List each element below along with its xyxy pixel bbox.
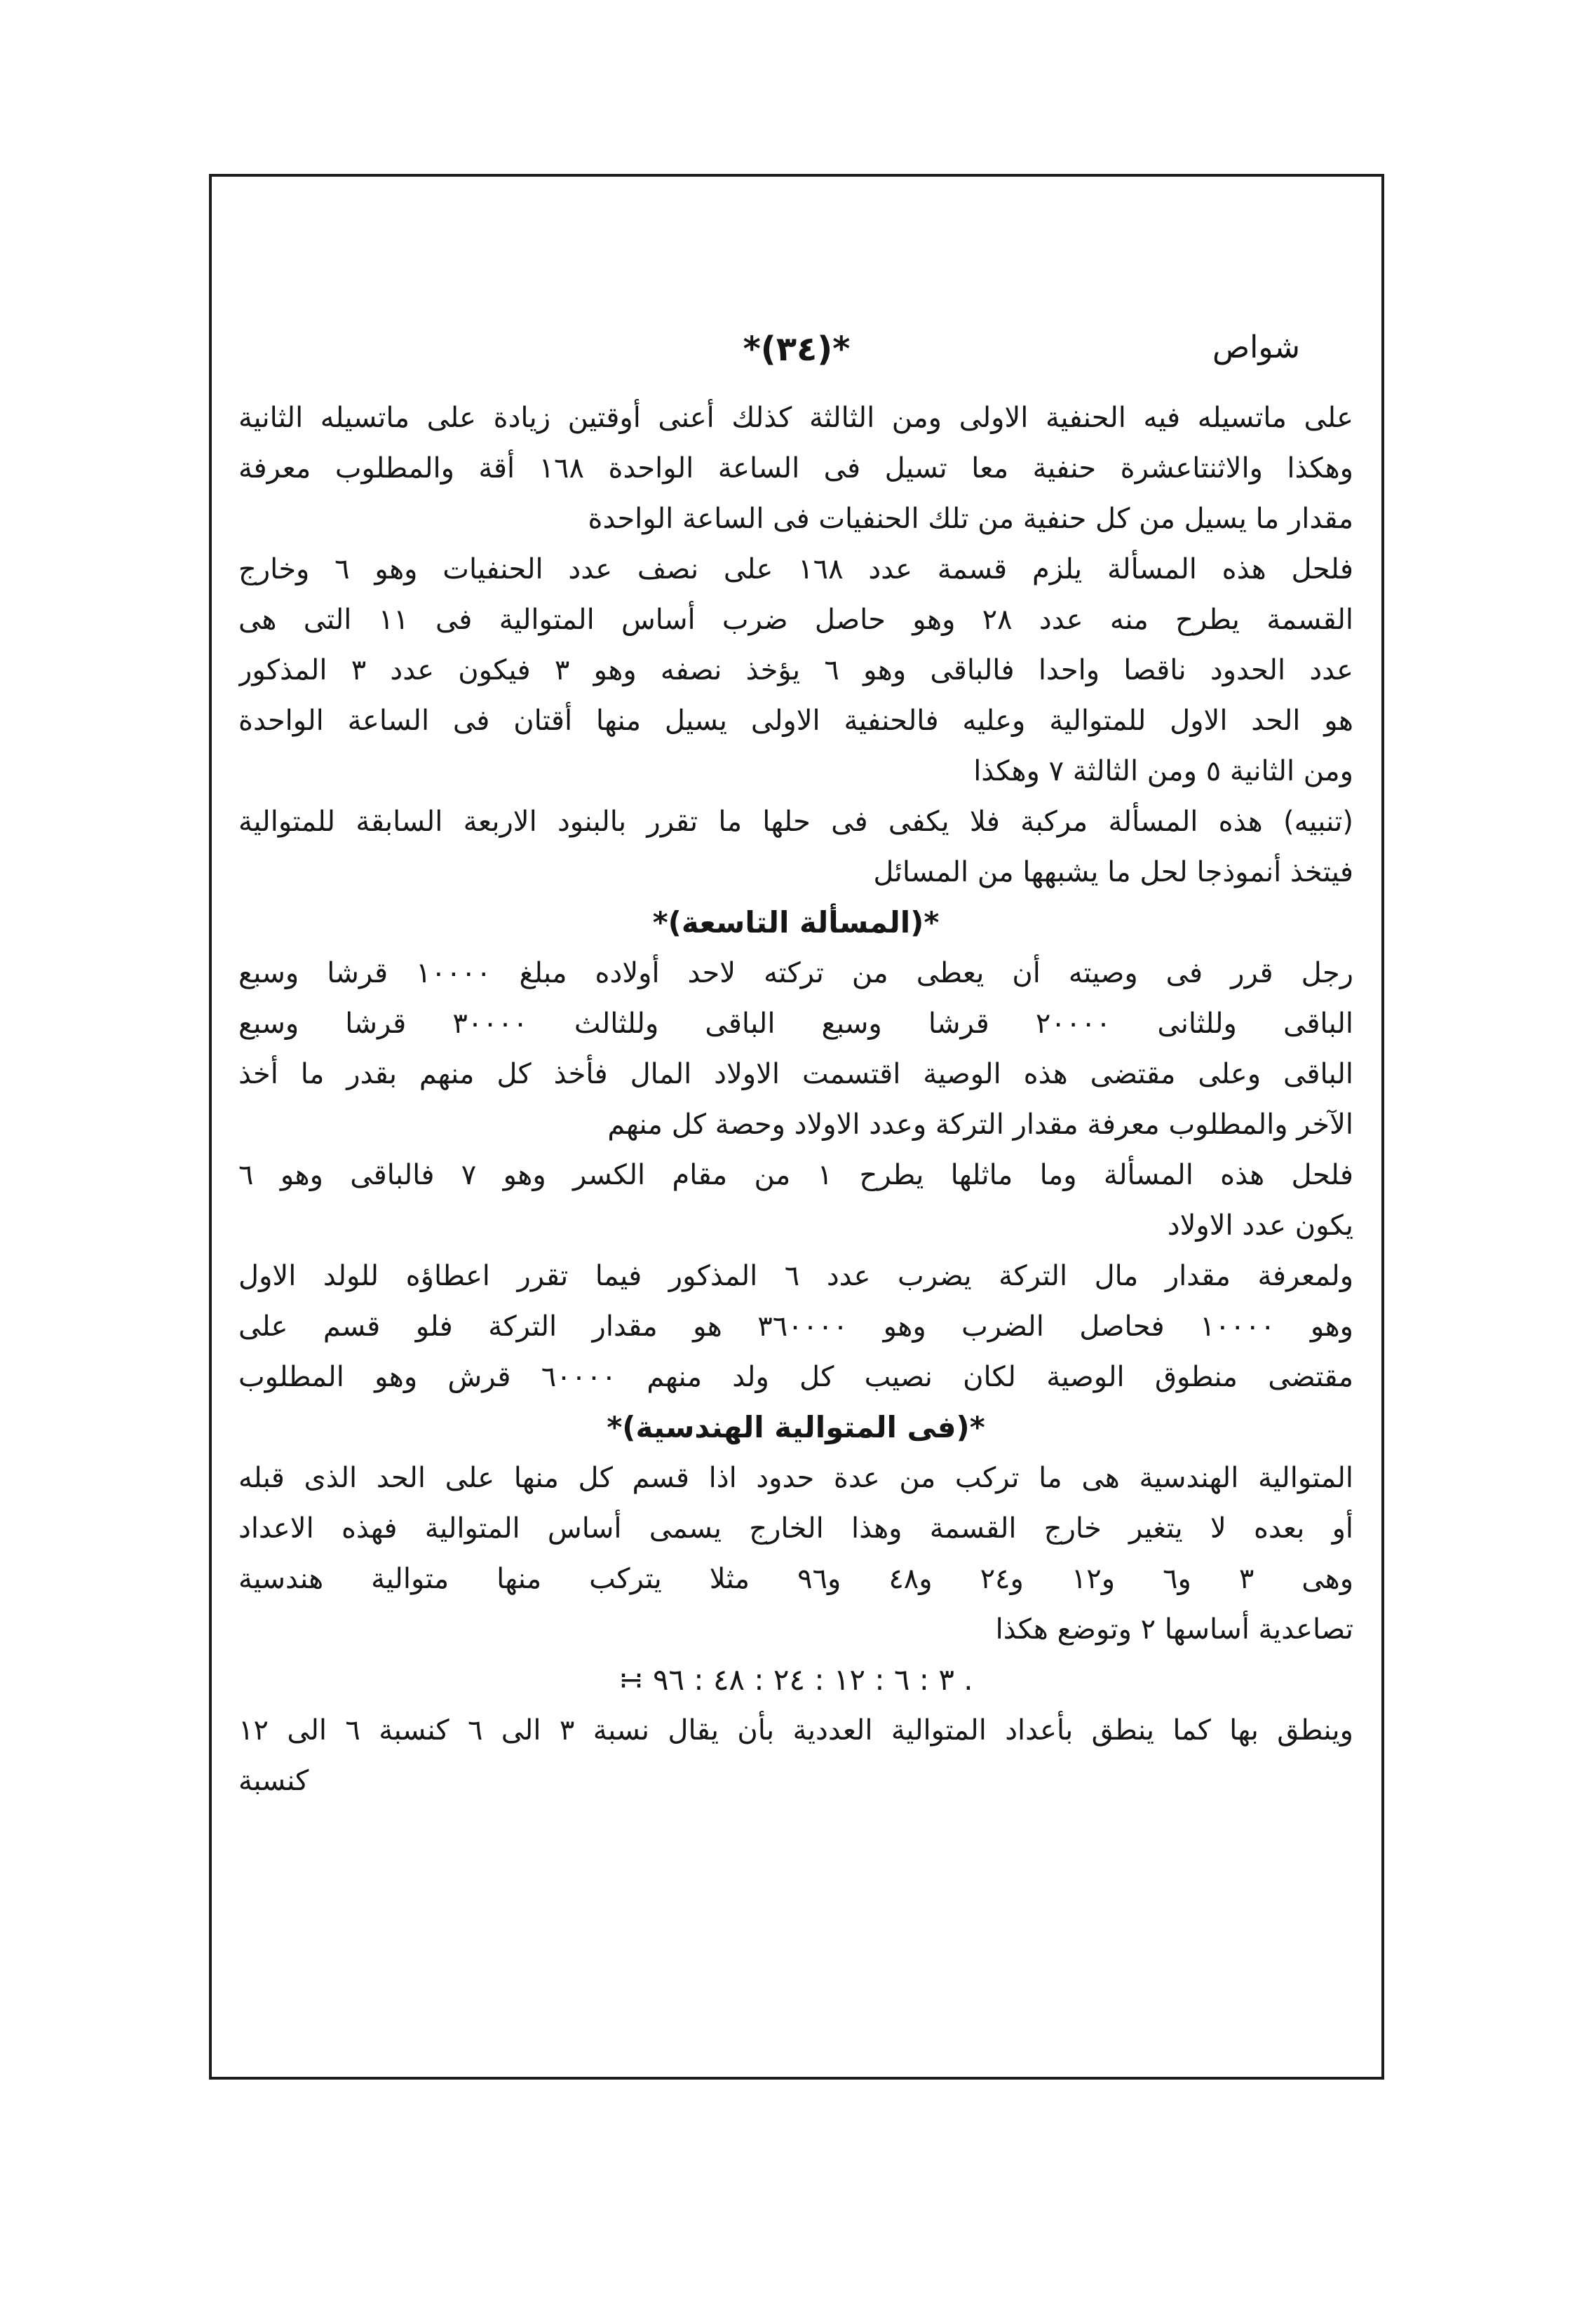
text-line: الباقى وعلى مقتضى هذه الوصية اقتسمت الاولاد المال فأخذ كل منهم بقدر ما أخذ (238, 1058, 1353, 1090)
text-line: فلحل هذه المسألة يلزم قسمة عدد ١٦٨ على نصف عدد الحنفيات وهو ٦ وخارج (238, 553, 1353, 585)
text-line: عدد الحدود ناقصا واحدا فالباقى وهو ٦ يؤخذ نصفه وهو ٣ فيكون عدد ٣ المذكور (238, 654, 1353, 686)
section-heading: *(المسألة التاسعة)* (652, 905, 940, 940)
text-line: وهكذا والاثنتاعشرة حنفية معا تسيل فى الساعة الواحدة ١٦٨ أقة والمطلوب معرفة (238, 452, 1353, 484)
text-line: وهى ٣ و٦ و١٢ و٢٤ و٤٨ و٩٦ مثلا يتركب منها متوالية هندسية (238, 1563, 1353, 1595)
page-body (238, 393, 1353, 1806)
text-line: مقدار ما يسيل من كل حنفية من تلك الحنفيات فى الساعة الواحدة (588, 503, 1353, 535)
text-line: وهو ١٠٠٠٠ فحاصل الضرب وهو ٣٦٠٠٠٠ هو مقدار التركة فلو قسم على (238, 1310, 1353, 1343)
text-line: هو الحد الاول للمتوالية وعليه فالحنفية الاولى يسيل منها أقتان فى الساعة الواحدة (238, 705, 1353, 737)
text-line: ومن الثانية ٥ ومن الثالثة ٧ وهكذا (973, 755, 1353, 787)
text-line: تصاعدية أساسها ٢ وتوضع هكذا (995, 1613, 1353, 1646)
text-line: القسمة يطرح منه عدد ٢٨ وهو حاصل ضرب أساس المتوالية فى ١١ التى هى (238, 604, 1353, 636)
note-line: (تنبيه) هذه المسألة مركبة فلا يكفى فى حلها ما تقرر بالبنود الاربعة السابقة للمتوالية (238, 806, 1353, 838)
catchword-header: شواص (1212, 330, 1300, 365)
text-line: المتوالية الهندسية هى ما تركب من عدة حدود اذا قسم كل منها على الحد الذى قبله (238, 1462, 1353, 1494)
text-line: فلحل هذه المسألة وما ماثلها يطرح ١ من مقام الكسر وهو ٧ فالباقى وهو ٦ (238, 1159, 1353, 1191)
running-head (209, 330, 1384, 379)
text-line: فيتخذ أنموذجا لحل ما يشبهها من المسائل (873, 856, 1353, 888)
text-line: الآخر والمطلوب معرفة مقدار التركة وعدد الاولاد وحصة كل منهم (607, 1109, 1353, 1141)
catchword: كنسبة (238, 1765, 309, 1797)
text-line: رجل قرر فى وصيته أن يعطى من تركته لاحد أولاده مبلغ ١٠٠٠٠ قرشا وسبع (238, 957, 1353, 989)
text-line: يكون عدد الاولاد (1167, 1209, 1353, 1242)
text-line: وينطق بها كما ينطق بأعداد المتوالية العددية بأن يقال نسبة ٣ الى ٦ كنسبة ٦ الى ١٢ (238, 1714, 1353, 1747)
proportion-formula: ∺ ٣ : ٦ : ١٢ : ٢٤ : ٤٨ : ٩٦ . (618, 1662, 973, 1697)
text-line: الباقى وللثانى ٢٠٠٠٠ قرشا وسبع الباقى وللثالث ٣٠٠٠٠ قرشا وسبع (238, 1008, 1353, 1040)
text-line: على ماتسيله فيه الحنفية الاولى ومن الثالثة كذلك أعنى أوقتين زيادة على ماتسيله الثانية (238, 402, 1353, 434)
section-heading: *(فى المتوالية الهندسية)* (607, 1410, 985, 1444)
text-line: ولمعرفة مقدار مال التركة يضرب عدد ٦ المذكور فيما تقرر اعطاؤه للولد الاول (238, 1260, 1353, 1292)
text-line: مقتضى منطوق الوصية لكان نصيب كل ولد منهم ٦٠٠٠٠ قرش وهو المطلوب (238, 1361, 1353, 1393)
text-line: أو بعده لا يتغير خارج القسمة وهذا الخارج يسمى أساس المتوالية فهذه الاعداد (238, 1512, 1353, 1545)
page-number: *(٣٤)* (743, 330, 851, 369)
